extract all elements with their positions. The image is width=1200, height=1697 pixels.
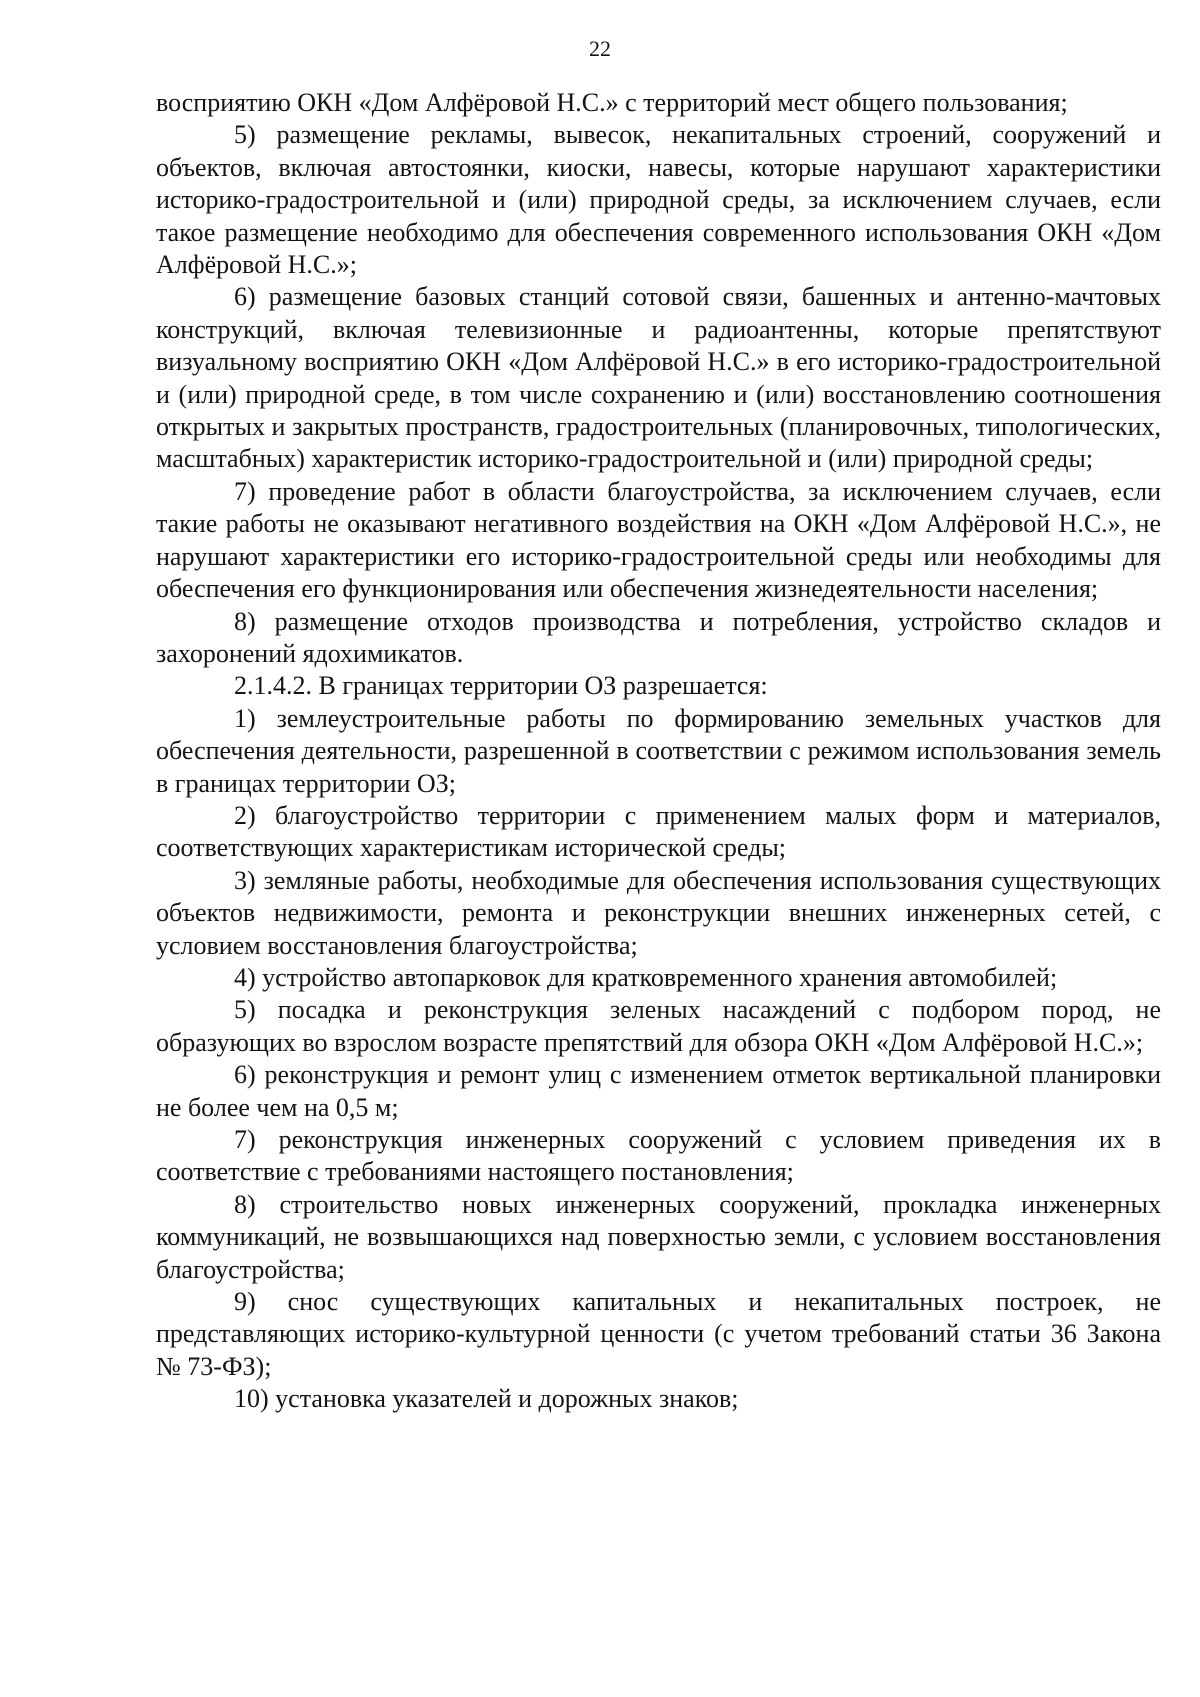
paragraph-continuation: восприятию ОКН «Дом Алфёровой Н.С.» с территорий мест общего пользования; xyxy=(156,88,1068,117)
list-item-prohibited-5: 5) размещение рекламы, вывесок, некапитальных строений, сооружений и объектов, включая автостоянки, киоски, навесы, которые нарушают характеристики историко-градостроительной и (или) природной среды, за исключением случаев, если такое размещение необходимо для обеспечения современного использования ОКН «Дом Алфёровой Н.С.»; xyxy=(156,120,1161,280)
page-number: 22 xyxy=(589,36,611,61)
list-item-allowed-4: 4) устройство автопарковок для кратковременного хранения автомобилей; xyxy=(234,962,1058,992)
list-item-allowed-7: 7) реконструкция инженерных сооружений с условием приведения их в соответствие с требованиями настоящего постановления; xyxy=(156,1125,1161,1187)
list-item-allowed-3: 3) земляные работы, необходимые для обеспечения использования существующих объектов недвижимости, ремонта и реконструкции внешних инженерных сетей, с условием восстановления благоустройства; xyxy=(156,865,1161,960)
section-heading-2-1-4-2: 2.1.4.2. В границах территории ОЗ разрешается: xyxy=(234,671,768,701)
list-item-allowed-8: 8) строительство новых инженерных сооружений, прокладка инженерных коммуникаций, не возвышающихся над поверхностью земли, с условием восстановления благоустройства; xyxy=(156,1189,1161,1284)
list-item-allowed-1: 1) землеустроительные работы по формированию земельных участков для обеспечения деятельности, разрешенной в соответствии с режимом использования земель в границах территории ОЗ; xyxy=(156,703,1161,798)
list-item-allowed-5: 5) посадка и реконструкция зеленых насаждений с подбором пород, не образующих во взрослом возрасте препятствий для обзора ОКН «Дом Алфёровой Н.С.»; xyxy=(156,995,1161,1057)
list-item-allowed-2: 2) благоустройство территории с применением малых форм и материалов, соответствующих характеристикам исторической среды; xyxy=(156,800,1161,863)
list-item-prohibited-6: 6) размещение базовых станций сотовой связи, башенных и антенно-мачтовых конструкций, включая телевизионные и радиоантенны, которые препятствуют визуальному восприятию ОКН «Дом Алфёровой Н.С.» в его историко-градостроительной и (или) природной среде, в том числе сохранению и (или) восстановлению соотношения открытых и закрытых пространств, градостроительных (планировочных, типологических, масштабных) характеристик историко-градостроительной и (или) природной среды; xyxy=(156,282,1161,474)
list-item-allowed-9: 9) снос существующих капитальных и некапитальных построек, не представляющих историко-культурной ценности (с учетом требований статьи 36 Закона № 73-ФЗ); xyxy=(156,1287,1161,1381)
list-item-prohibited-7: 7) проведение работ в области благоустройства, за исключением случаев, если такие работы не оказывают негативного воздействия на ОКН «Дом Алфёровой Н.С.», не нарушают характеристики его историко-градостроительной среды или необходимы для обеспечения его функционирования или обеспечения жизнедеятельности населения; xyxy=(156,476,1161,604)
document-body xyxy=(156,87,1161,1416)
list-item-allowed-10: 10) установка указателей и дорожных знаков; xyxy=(234,1384,739,1414)
list-item-prohibited-8: 8) размещение отходов производства и потребления, устройство складов и захоронений ядохимикатов. xyxy=(156,606,1161,668)
list-item-allowed-6: 6) реконструкция и ремонт улиц с изменением отметок вертикальной планировки не более чем на 0,5 м; xyxy=(156,1060,1161,1122)
